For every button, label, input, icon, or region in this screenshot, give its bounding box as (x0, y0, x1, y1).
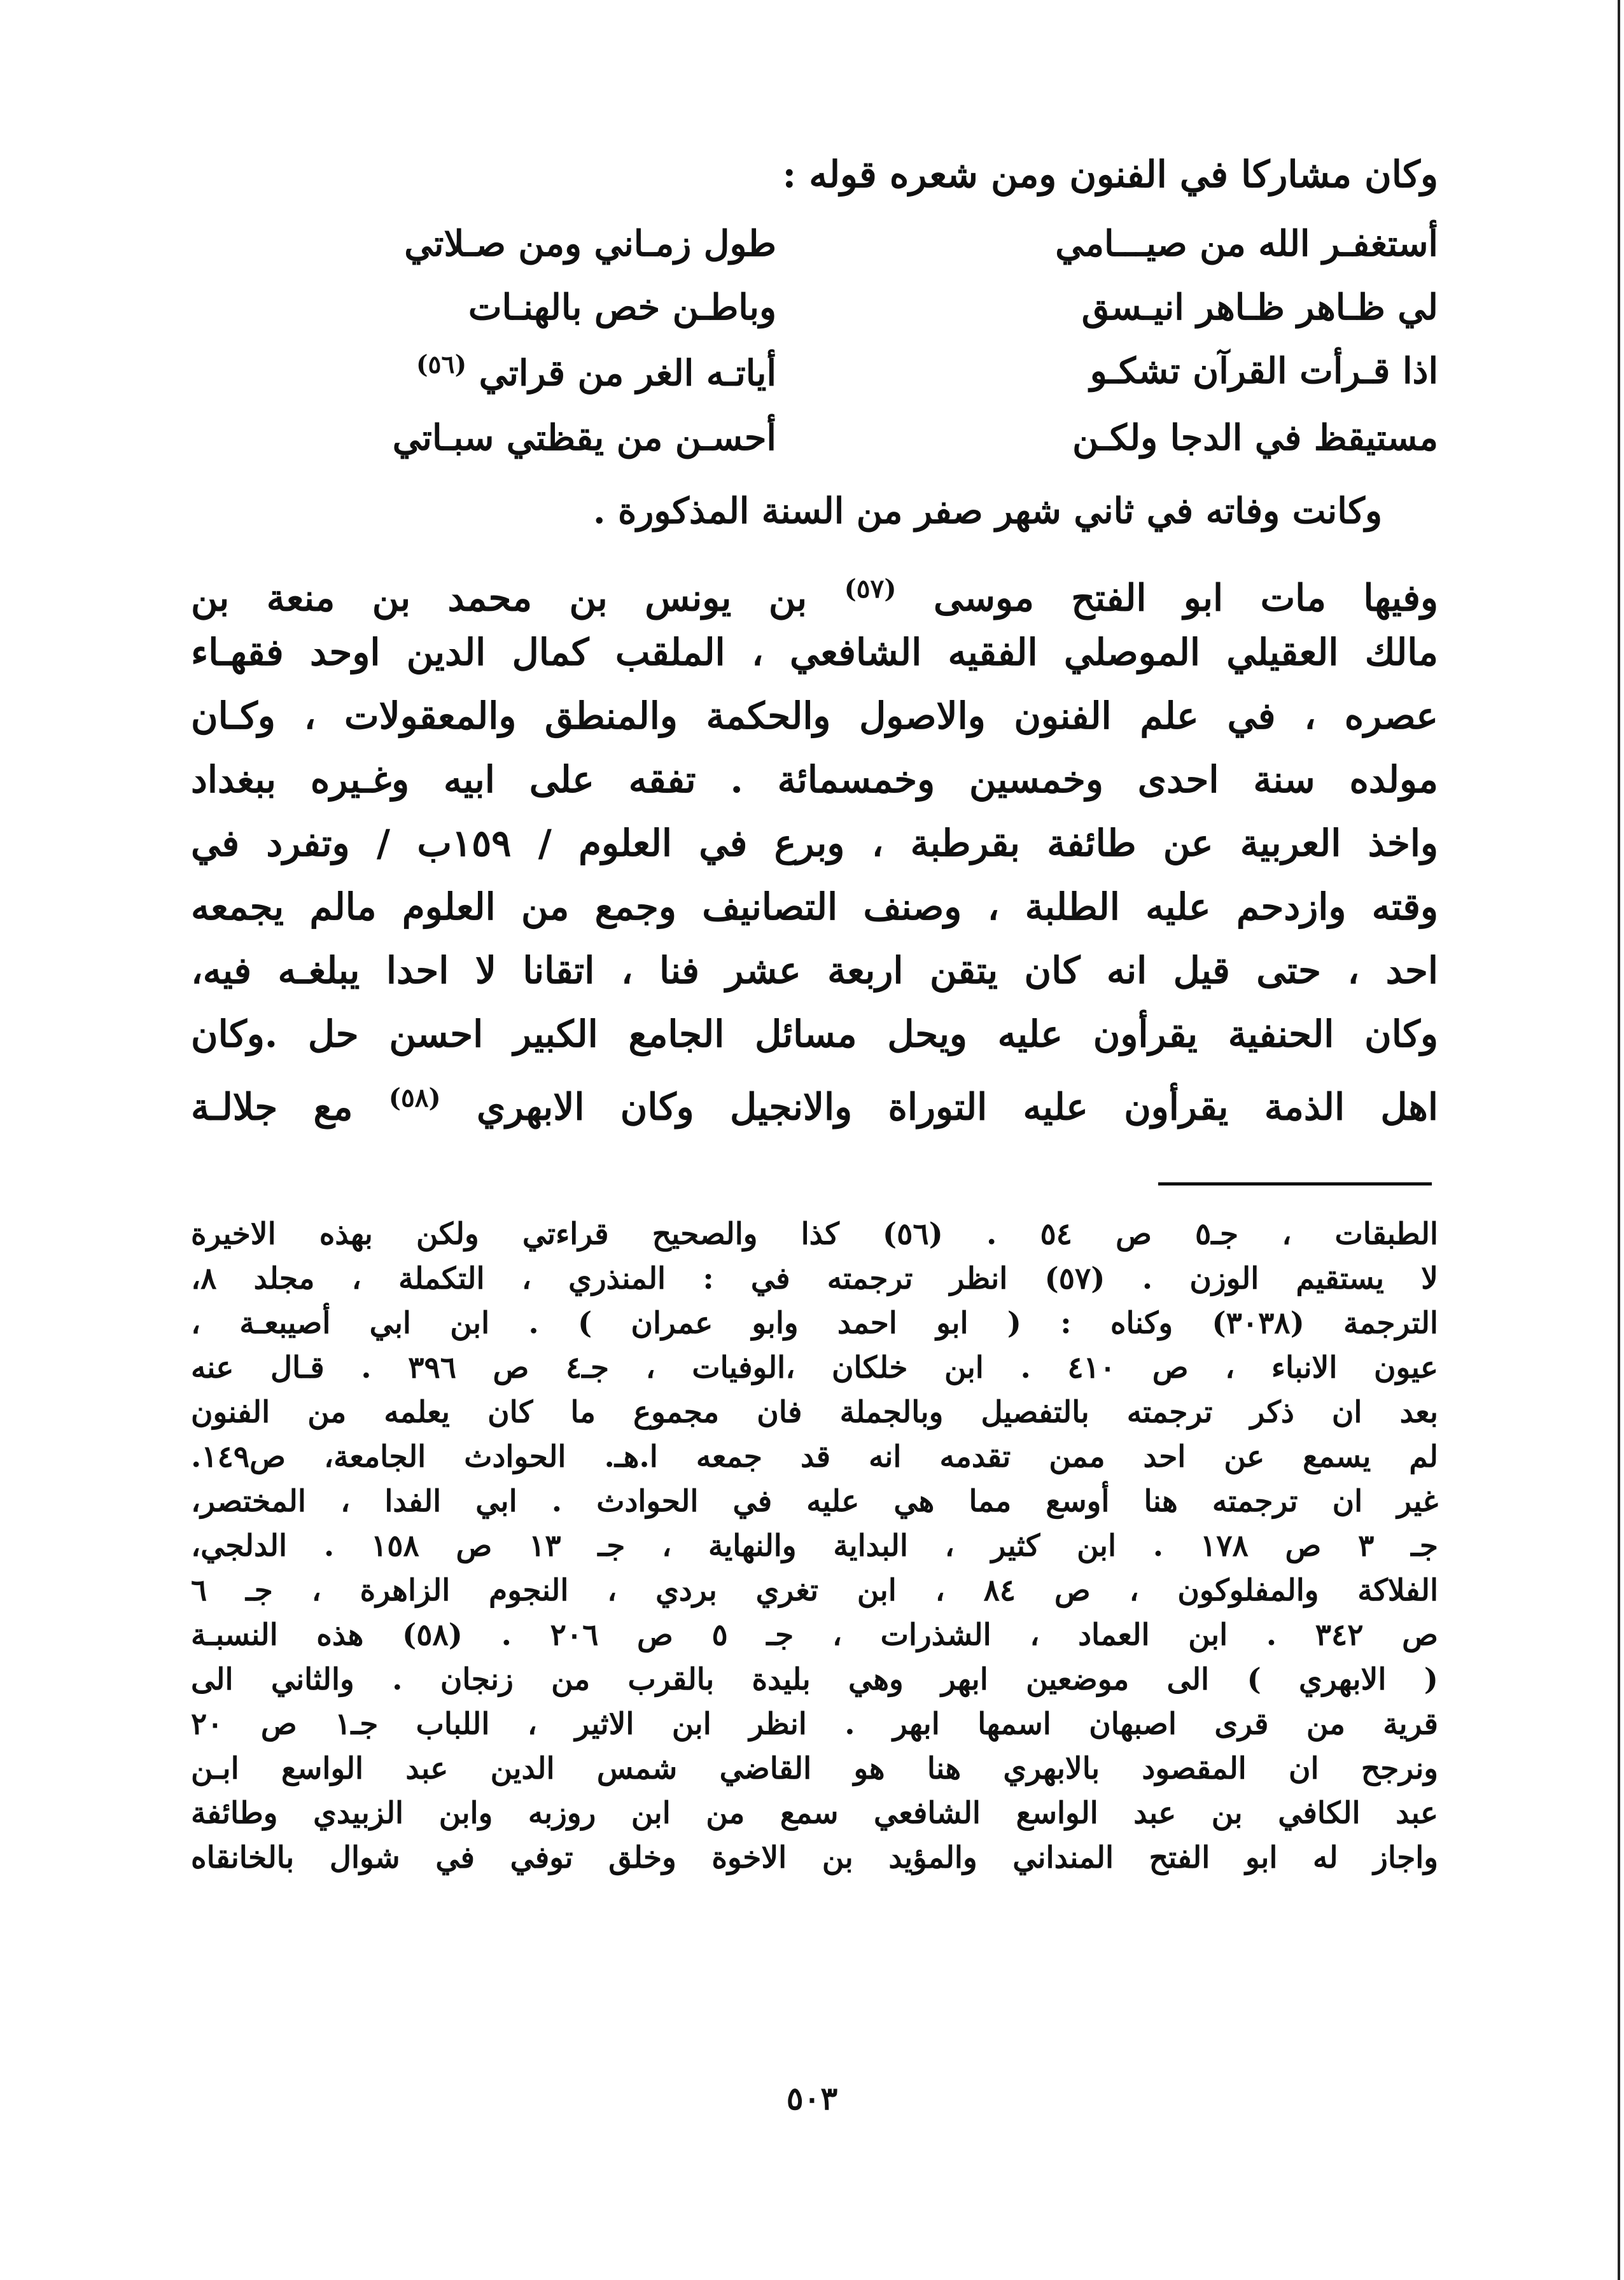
body-line (191, 560, 1438, 626)
body-line: عصره ، في علم الفنون والاصول والحكمة والمنطق والمعقولات ، وكـان (191, 694, 1438, 738)
footnote-line: لم يسمع عن احد ممن تقدمه انه قد جمعه ا.هـ. الحوادث الجامعة، ص١٤٩. (191, 1439, 1438, 1474)
verse-first-hemistich: اذا قـرأت القرآن تشكـو (1089, 350, 1438, 392)
verse-first-hemistich: مستيقظ في الدجا ولكـن (1072, 417, 1438, 459)
body-line: وقته وازدحم عليه الطلبة ، وصنف التصانيف وجمع من العلوم مالم يجمعه (191, 885, 1438, 928)
page-edge-border (1618, 0, 1620, 2280)
body-line: احد ، حتى قيل انه كان يتقن اربعة عشر فنا ، اتقانا لا احدا يبلغـه فيه، (191, 949, 1438, 992)
footnote-line: ص ٣٤٢ . ابن العماد ، الشذرات ، جـ ٥ ص ٢٠٦ . (٥٨) هذه النسبـة (191, 1618, 1438, 1653)
verse-row (191, 223, 1438, 280)
footnote-ref-58: (٥٨) (388, 1082, 441, 1113)
death-date-line: وكانت وفاته في ثاني شهر صفر من السنة المذكورة . (592, 490, 1382, 532)
body-line: واخذ العربية عن طائفة بقرطبة ، وبرع في العلوم / ١٥٩ب / وتفرد في (191, 822, 1438, 865)
verse-first-hemistich: لي ظـاهر ظـاهر انيـسق (1081, 286, 1438, 328)
body-line-end: مع جلالـة (191, 1085, 353, 1129)
footnote-line: بعد ان ذكر ترجمته بالتفصيل وبالجملة فان مجموع ما كان يعلمه من الفنون (191, 1395, 1438, 1430)
verse-second-hemistich (204, 417, 776, 459)
poem-intro: وكان مشاركا في الفنون ومن شعره قوله : (782, 153, 1438, 196)
footnote-line: واجاز له ابو الفتح المنداني والمؤيد بن الاخوة وخلق توفي في شوال بالخانقاه (191, 1840, 1438, 1875)
body-line (191, 1069, 1438, 1135)
verse-text: أحسـن من يقظتي سبـاتي (392, 417, 776, 459)
verse-second-hemistich (204, 350, 776, 395)
verse-second-hemistich (204, 286, 776, 328)
footnote-line: الفلاكة والمفلوكون ، ص ٨٤ ، ابن تغري بردي ، النجوم الزاهرة ، جـ ٦ (191, 1573, 1439, 1608)
footnote-line: غير ان ترجمته هنا أوسع مما هي عليه في الحوادث . ابي الفدا ، المختصر، (191, 1484, 1438, 1519)
body-line: مالك العقيلي الموصلي الفقيه الشافعي ، الملقب كمال الدين اوحد فقهـاء (191, 631, 1438, 674)
verse-row (191, 286, 1438, 344)
footnote-line: الترجمة (٣٠٣٨) وكناه : ( ابو احمد وابو عمران ) . ابن ابي أصيبعـة ، (191, 1306, 1438, 1341)
verse-text: أياتـه الغر من قراتي (479, 352, 776, 395)
body-line-end: بن يونس بن محمد بن منعة بن (191, 576, 808, 620)
footnote-separator-rule (1158, 1182, 1432, 1185)
verse-row (191, 417, 1438, 474)
footnote-line: عيون الانباء ، ص ٤١٠ . ابن خلكان ،الوفيات ، جـ٤ ص ٣٩٦ . قـال عنه (191, 1350, 1438, 1385)
body-line: وكان الحنفية يقرأون عليه ويحل مسائل الجامع الكبير احسن حل .وكان (191, 1012, 1438, 1056)
verse-first-hemistich: أستغفـر الله من صيـــامي (1055, 223, 1438, 265)
footnote-line: الطبقات ، جـ٥ ص ٥٤ . (٥٦) كذا والصحيح قراءتي ولكن بهذه الاخيرة (191, 1217, 1438, 1252)
footnote-line: ( الابهري ) الى موضعين ابهر وهي بليدة بالقرب من زنجان . والثاني الى (191, 1662, 1438, 1697)
verse-text: طول زمـاني ومن صـلاتي (404, 223, 776, 265)
body-line-start: وفيها مات ابو الفتح موسى (934, 576, 1438, 620)
footnote-line: قرية من قرى اصبهان اسمها ابهر . انظر ابن الاثير ، اللباب جـ١ ص ٢٠ (191, 1707, 1438, 1742)
verse-text: وباطـن خص بالهنـات (468, 286, 776, 328)
footnote-line: ونرجح ان المقصود بالابهري هنا هو القاضي شمس الدين عبد الواسع ابـن (191, 1751, 1438, 1786)
body-line-start: اهل الذمة يقرأون عليه التوراة والانجيل وكان الابهري (477, 1085, 1438, 1129)
verse-second-hemistich (204, 223, 776, 265)
footnote-line: عبد الكافي بن عبد الواسع الشافعي سمع من ابن روزبه وابن الزبيدي وطائفة (191, 1796, 1438, 1831)
footnote-ref-57: (٥٧) (844, 573, 897, 604)
footnote-line: جـ ٣ ص ١٧٨ . ابن كثير ، البداية والنهاية ، جـ ١٣ ص ١٥٨ . الدلجي، (191, 1528, 1438, 1563)
footnote-line: لا يستقيم الوزن . (٥٧) انظر ترجمته في : المنذري ، التكملة ، مجلد ٨، (191, 1261, 1438, 1296)
page-number: ٥٠٣ (786, 2080, 838, 2117)
verse-row (191, 350, 1438, 407)
body-line: مولده سنة احدى وخمسين وخمسمائة . تفقه على ابيه وغـيره ببغداد (191, 758, 1438, 801)
footnote-ref-56: (٥٦) (416, 350, 467, 379)
